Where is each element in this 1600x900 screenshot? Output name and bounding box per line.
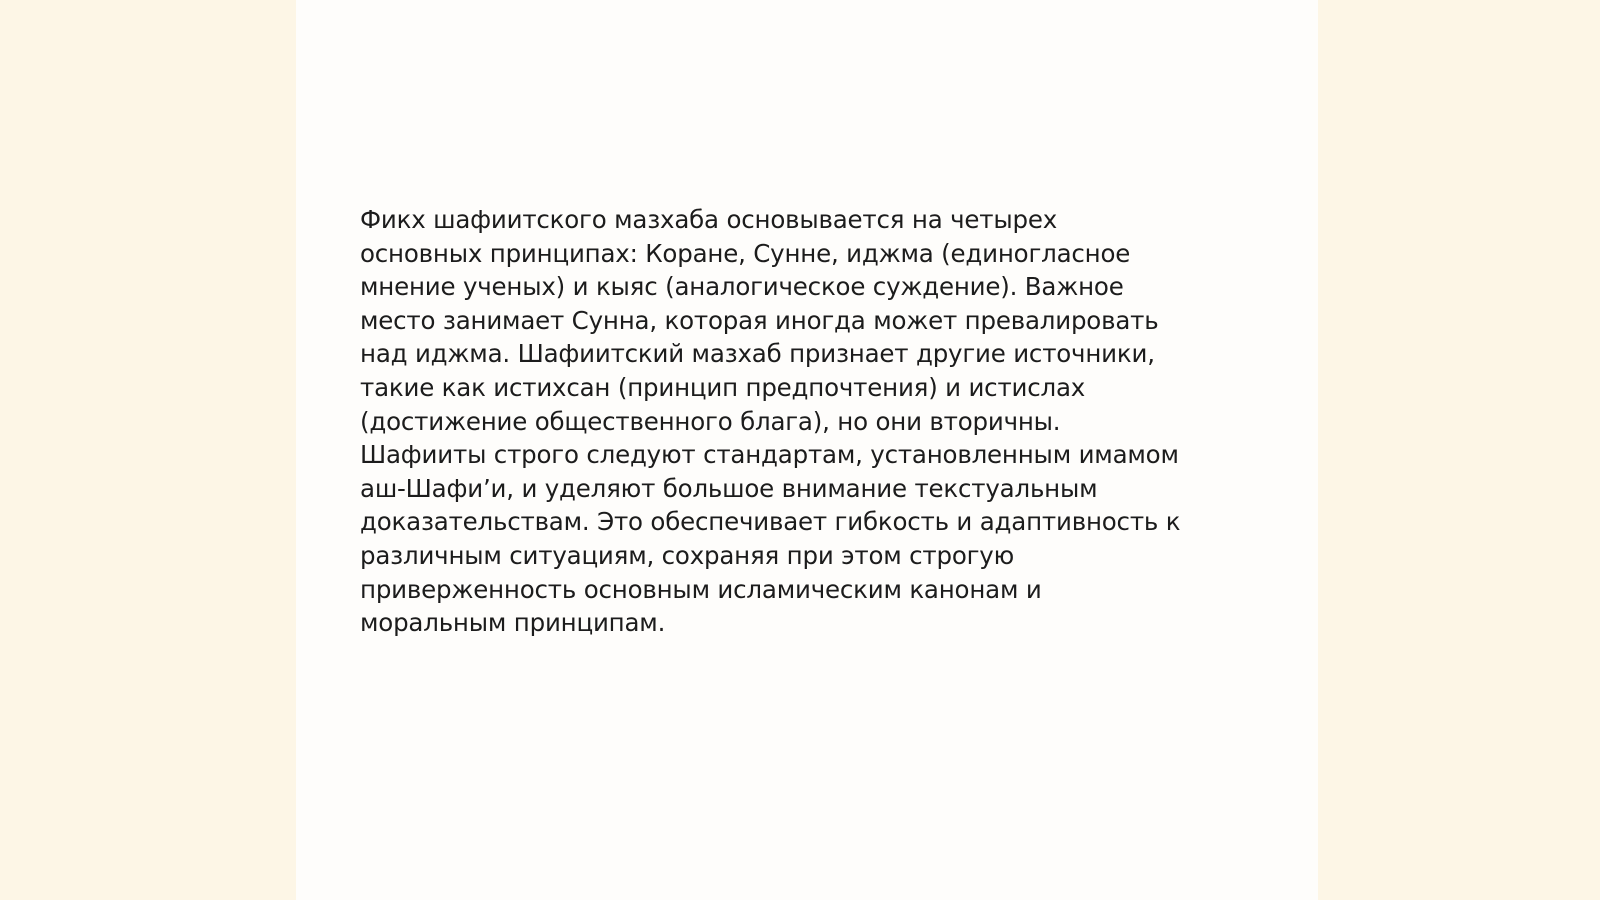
text-line-9: аш-Шафи’и, и уделяют большое внимание текстуальным: [360, 473, 1098, 503]
text-line-1: Фикх шафиитского мазхаба основывается на четырех: [360, 205, 1058, 234]
text-line-12: приверженность основным исламическим канонам и: [360, 574, 1042, 604]
text-line-2: основных принципах: Коране, Сунне, иджма (единогласное: [360, 238, 1131, 268]
right-margin: [1318, 0, 1600, 900]
text-line-13: моральным принципам.: [360, 608, 666, 638]
slide-body-text: [360, 203, 1240, 640]
text-line-11: различным ситуациям, сохраняя при этом строгую: [360, 540, 1014, 570]
text-line-10: доказательствам. Это обеспечивает гибкость и адаптивность к: [360, 507, 1181, 537]
slide-page: [296, 0, 1318, 900]
text-line-4: место занимает Сунна, которая иногда может превалировать: [360, 305, 1159, 335]
text-line-6: такие как истихсан (принцип предпочтения) и истислах: [360, 372, 1086, 402]
text-line-7: (достижение общественного блага), но они вторичны.: [360, 406, 1061, 436]
left-margin: [0, 0, 296, 900]
text-line-3: мнение ученых) и кыяс (аналогическое суждение). Важное: [360, 272, 1124, 302]
text-line-8: Шафииты строго следуют стандартам, установленным имамом: [360, 440, 1179, 470]
text-line-5: над иджма. Шафиитский мазхаб признает другие источники,: [360, 339, 1155, 369]
